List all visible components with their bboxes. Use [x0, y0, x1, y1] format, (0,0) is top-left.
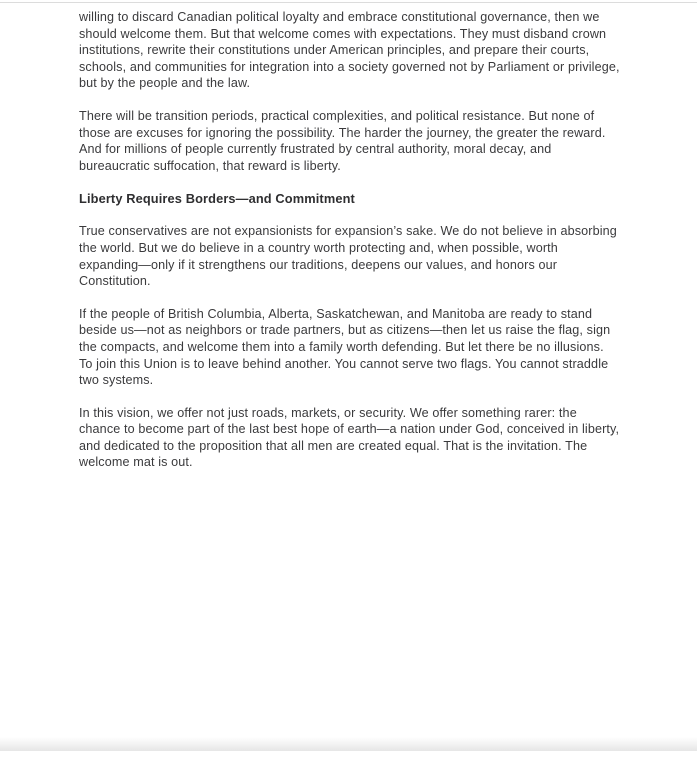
- paragraph-true-conservatives: True conservatives are not expansionists for expansion’s sake. We do not believe in absorbing the world. But we do believe in a country worth protecting and, when possible, worth expanding—only if it strengthens our traditions, deepens our values, and honors our Constitution.: [79, 224, 617, 289]
- document-text-column: [79, 9, 620, 767]
- paragraph-transition-reward: There will be transition periods, practical complexities, and political resistance. But none of those are excuses for ignoring the possibility. The harder the journey, the greater the reward. And for millions of people currently frustrated by central authority, moral decay, and bureaucratic suffocation, that reward is liberty.: [79, 108, 606, 173]
- paragraph-provinces-invitation: If the people of British Columbia, Alberta, Saskatchewan, and Manitoba are ready to stand beside us—not as neighbors or trade partners, but as citizens—then let us raise the flag, sign the compacts, and welcome them into a family worth defending. But let there be no illusions. To join this Union is to leave behind another. You cannot serve two flags. You cannot straddle two systems.: [79, 306, 611, 388]
- scan-bottom-edge-artifact: [0, 737, 697, 751]
- scan-top-edge-artifact: [0, 2, 697, 3]
- page-blank-remainder: [79, 487, 620, 767]
- paragraph-welcome-mat: In this vision, we offer not just roads, markets, or security. We offer something rarer: the chance to become part of the last best hope of earth—a nation under God, conceived in liberty, and dedicated to the proposition that all men are created equal. That is the invitation. The welcome mat is out.: [79, 405, 620, 470]
- paragraph-welcome-expectations: willing to discard Canadian political loyalty and embrace constitutional governance, then we should welcome them. But that welcome comes with expectations. They must disband crown institutions, rewrite their constitutions under American principles, and prepare their courts, schools, and communities for integration into a society governed not by Parliament or privilege, but by the people and the law.: [79, 10, 620, 91]
- section-heading-liberty-requires-borders: Liberty Requires Borders—and Commitment: [79, 191, 355, 207]
